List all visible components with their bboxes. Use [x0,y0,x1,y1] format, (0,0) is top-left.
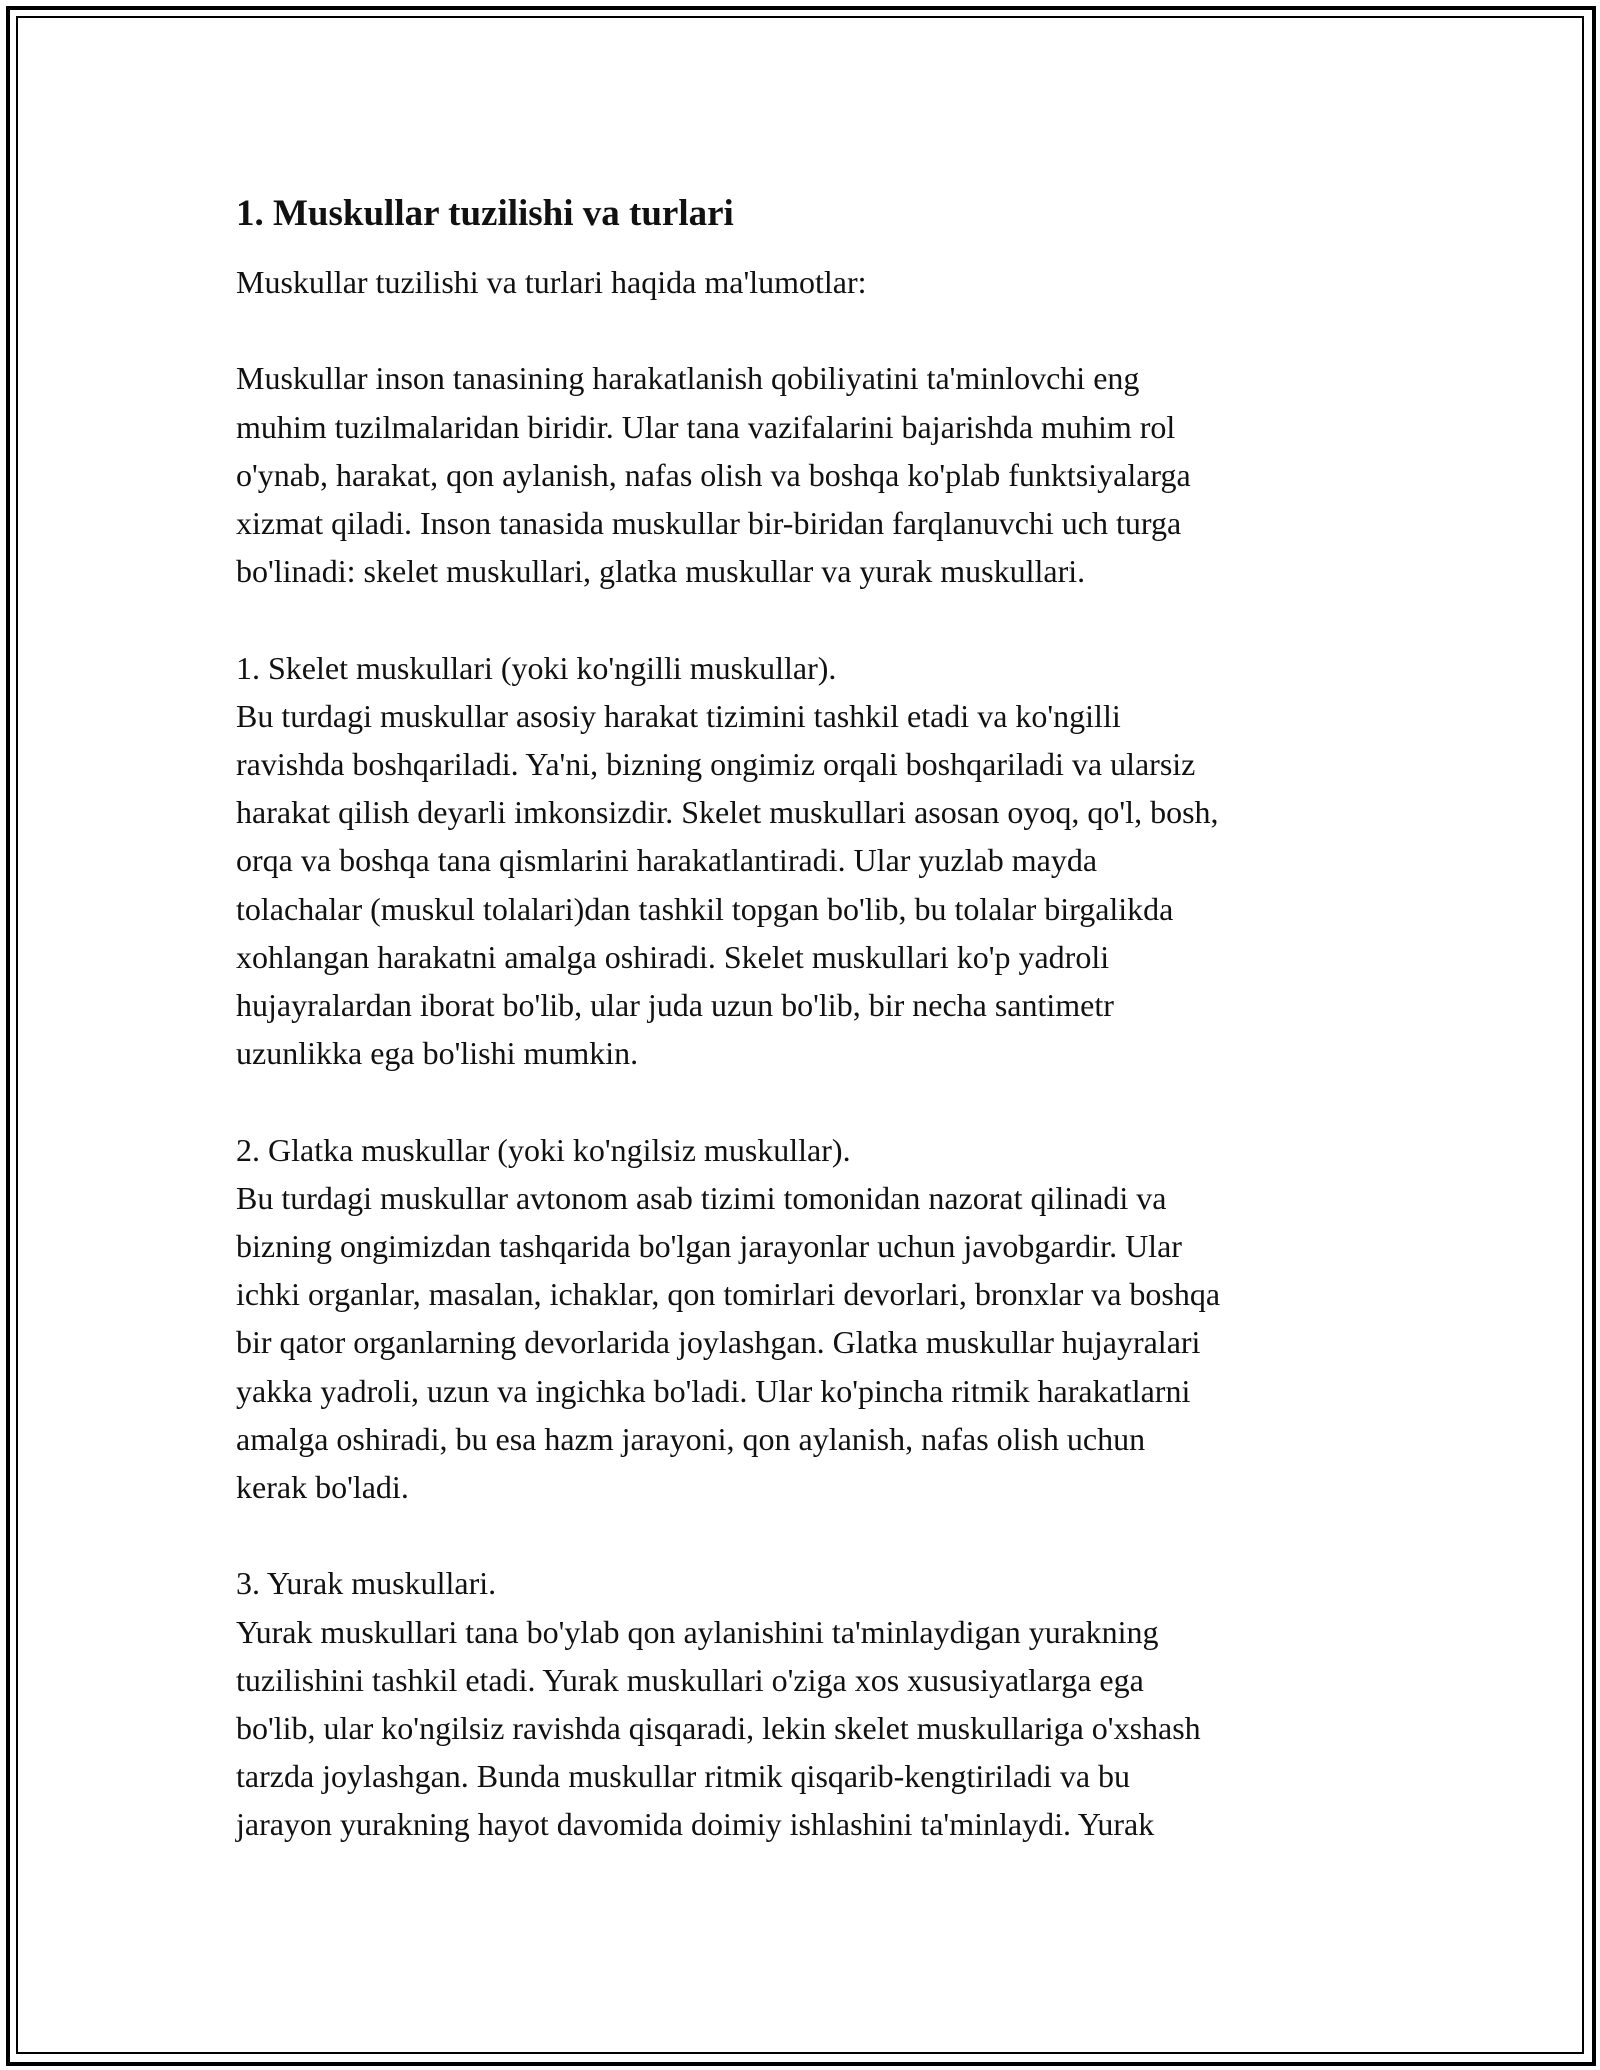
paragraph-smooth-muscles: 2. Glatka muskullar (yoki ko'ngilsiz muskullar). Bu turdagi muskullar avtonom asab tizimi tomonidan nazorat qilinadi va bizning ongimizdan tashqarida bo'lgan jarayonlar uchun javobgardir. Ular ichki organlar, masalan, ichaklar, qon tomirlari devorlari, bronxlar va boshqa bir qator organlarning devorlarida joylashgan. Glatka muskullar hujayralari yakka yadroli, uzun va ingichka bo'ladi. Ular ko'pincha ritmik harakatlarni amalga oshiradi, bu esa hazm jarayoni, qon aylanish, nafas olish uchun kerak bo'ladi. [236,1131,1221,1506]
paragraph-spacer [236,595,1376,643]
paragraph-cardiac-muscles: 3. Yurak muskullari. Yurak muskullari tana bo'ylab qon aylanishini ta'minlaydigan yurakning tuzilishini tashkil etadi. Yurak muskullari o'ziga xos xususiyatlarga ega bo'lib, ular ko'ngilsiz ravishda qisqaradi, lekin skelet muskullariga o'xshash tarzda joylashgan. Bunda muskullar ritmik qisqarib-kengtiriladi va bu jarayon yurakning hayot davomida doimiy ishlashini ta'minlaydi. Yurak [236,1565,1201,1843]
paragraph-spacer [236,306,1376,354]
paragraph-skeletal-muscles: 1. Skelet muskullari (yoki ko'ngilli muskullar). Bu turdagi muskullar asosiy harakat tizimini tashkil etadi va ko'ngilli ravishda boshqariladi. Ya'ni, bizning ongimiz orqali boshqariladi va ularsiz harakat qilish deyarli imkonsizdir. Skelet muskullari asosan oyoq, qo'l, bosh, orqa va boshqa tana qismlarini harakatlantiradi. Ular yuzlab mayda tolachalar (muskul tolalari)dan tashkil topgan bo'lib, bu tolalar birgalikda xohlangan harakatni amalga oshiradi. Skelet muskullari ko'p yadroli hujayralardan iborat bo'lib, ular juda uzun bo'lib, bir necha santimetr uzunlikka ega bo'lishi mumkin. [236,649,1219,1072]
intro-paragraph: Muskullar tuzilishi va turlari haqida ma'lumotlar: [236,264,867,300]
paragraph-spacer [236,1511,1376,1559]
document-body [236,186,1376,1849]
section-heading: 1. Muskullar tuzilishi va turlari [236,193,734,234]
paragraph-spacer [236,1077,1376,1125]
paragraph-overview: Muskullar inson tanasining harakatlanish qobiliyatini ta'minlovchi eng muhim tuzilmalaridan biridir. Ular tana vazifalarini bajarishda muhim rol o'ynab, harakat, qon aylanish, nafas olish va boshqa ko'plab funktsiyalarga xizmat qiladi. Inson tanasida muskullar bir-biridan farqlanuvchi uch turga bo'linadi: skelet muskullari, glatka muskullar va yurak muskullari. [236,360,1191,590]
